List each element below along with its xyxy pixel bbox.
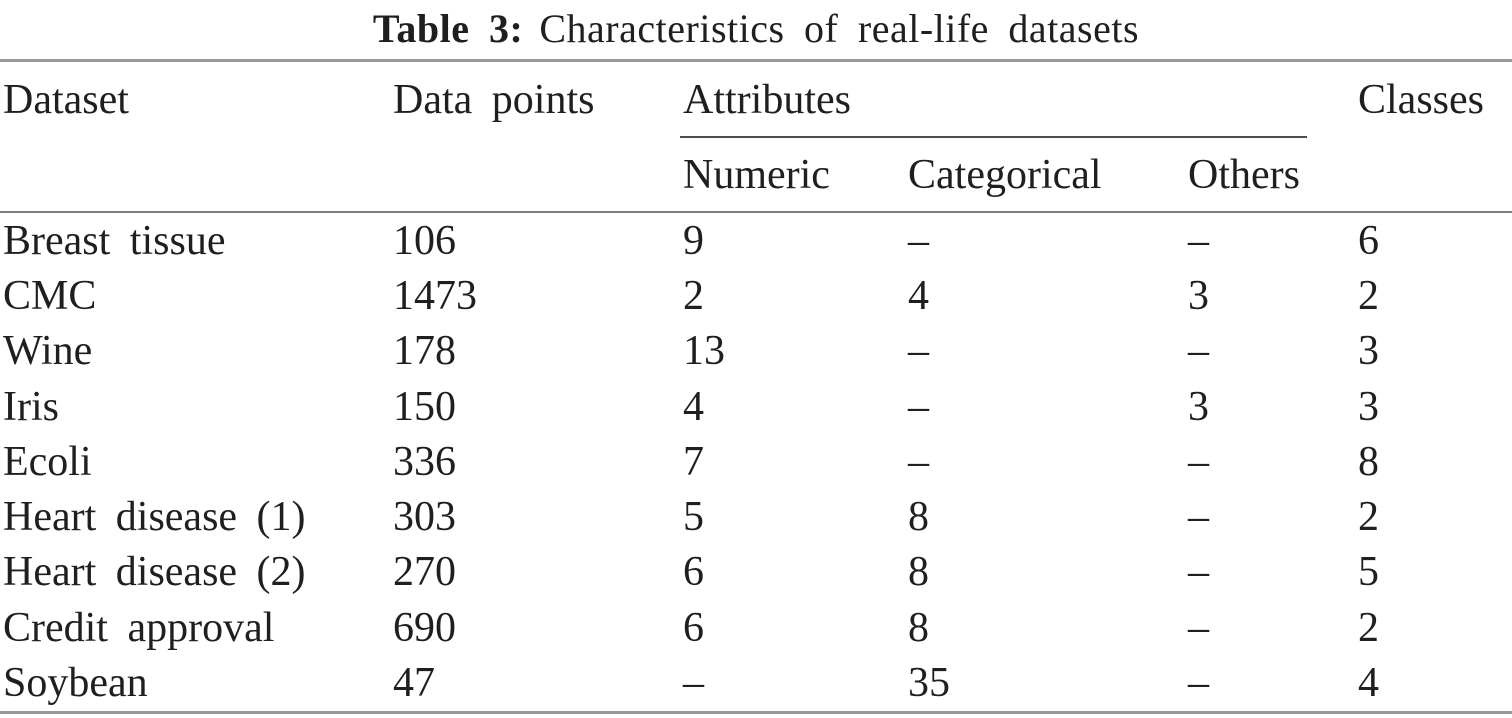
numeric-cell: 5 — [683, 494, 704, 541]
data-points-cell: 270 — [393, 549, 456, 596]
categorical-cell: 8 — [908, 494, 929, 541]
dataset-cell: Ecoli — [3, 438, 92, 485]
others-cell: – — [1188, 494, 1209, 541]
dataset-cell: CMC — [3, 272, 97, 319]
others-cell: – — [1188, 438, 1209, 485]
categorical-cell: – — [908, 328, 929, 375]
others-cell: – — [1188, 660, 1209, 707]
data-points-cell: 336 — [393, 438, 456, 485]
categorical-cell: 8 — [908, 604, 929, 651]
classes-cell: 2 — [1358, 604, 1379, 651]
table-row — [0, 379, 1512, 434]
dataset-cell: Credit approval — [3, 604, 275, 651]
column-header-numeric: Numeric — [683, 151, 830, 198]
categorical-cell: 35 — [908, 660, 950, 707]
table-caption — [0, 0, 1512, 59]
column-header-data-points: Data points — [393, 77, 595, 123]
table-row — [0, 434, 1512, 489]
dataset-cell: Wine — [3, 328, 93, 375]
table-row — [0, 600, 1512, 655]
table-row — [0, 268, 1512, 323]
categorical-cell: – — [908, 438, 929, 485]
others-cell: – — [1188, 549, 1209, 596]
classes-cell: 2 — [1358, 494, 1379, 541]
header-row-2 — [0, 138, 1512, 211]
data-points-cell: 178 — [393, 328, 456, 375]
others-cell: 3 — [1188, 383, 1209, 430]
others-cell: – — [1188, 217, 1209, 264]
categorical-cell: 8 — [908, 549, 929, 596]
classes-cell: 8 — [1358, 438, 1379, 485]
attributes-group-label: Attributes — [683, 77, 851, 123]
numeric-cell: 2 — [683, 272, 704, 319]
numeric-cell: 9 — [683, 217, 704, 264]
header-spacer — [390, 138, 680, 211]
dataset-cell: Heart disease (2) — [3, 549, 306, 596]
numeric-cell: 4 — [683, 383, 704, 430]
table-header — [0, 62, 1512, 213]
column-header-classes: Classes — [1358, 77, 1484, 123]
numeric-cell: 13 — [683, 328, 725, 375]
categorical-cell: – — [908, 217, 929, 264]
caption-text: Characteristics of real-life datasets — [539, 6, 1140, 51]
numeric-cell: 6 — [683, 604, 704, 651]
column-header-dataset: Dataset — [3, 77, 129, 123]
data-points-cell: 150 — [393, 383, 456, 430]
data-points-cell: 1473 — [393, 272, 477, 319]
others-cell: – — [1188, 328, 1209, 375]
table-body — [0, 213, 1512, 711]
classes-cell: 2 — [1358, 272, 1379, 319]
categorical-cell: 4 — [908, 272, 929, 319]
dataset-cell: Breast tissue — [3, 217, 226, 264]
classes-cell: 3 — [1358, 383, 1379, 430]
classes-cell: 4 — [1358, 660, 1379, 707]
others-cell: – — [1188, 604, 1209, 651]
attributes-underline-rule — [680, 136, 1307, 138]
header-row-1 — [0, 62, 1512, 138]
data-points-cell: 106 — [393, 217, 456, 264]
datasets-table — [0, 59, 1512, 714]
table-row — [0, 489, 1512, 544]
table-row — [0, 655, 1512, 710]
table-row — [0, 324, 1512, 379]
numeric-cell: – — [683, 660, 704, 707]
data-points-cell: 690 — [393, 604, 456, 651]
classes-cell: 6 — [1358, 217, 1379, 264]
column-header-categorical: Categorical — [908, 151, 1102, 198]
others-cell: 3 — [1188, 272, 1209, 319]
caption-label: Table 3: — [372, 6, 524, 51]
column-header-attributes-group — [680, 62, 1355, 138]
dataset-cell: Iris — [3, 383, 59, 430]
data-points-cell: 303 — [393, 494, 456, 541]
classes-cell: 3 — [1358, 328, 1379, 375]
categorical-cell: – — [908, 383, 929, 430]
numeric-cell: 7 — [683, 438, 704, 485]
classes-cell: 5 — [1358, 549, 1379, 596]
data-points-cell: 47 — [393, 660, 435, 707]
dataset-cell: Heart disease (1) — [3, 494, 306, 541]
table-row — [0, 545, 1512, 600]
dataset-cell: Soybean — [3, 660, 148, 707]
header-spacer — [1355, 138, 1512, 211]
header-spacer — [0, 138, 390, 211]
table-row — [0, 213, 1512, 268]
numeric-cell: 6 — [683, 549, 704, 596]
column-header-others: Others — [1188, 151, 1300, 198]
